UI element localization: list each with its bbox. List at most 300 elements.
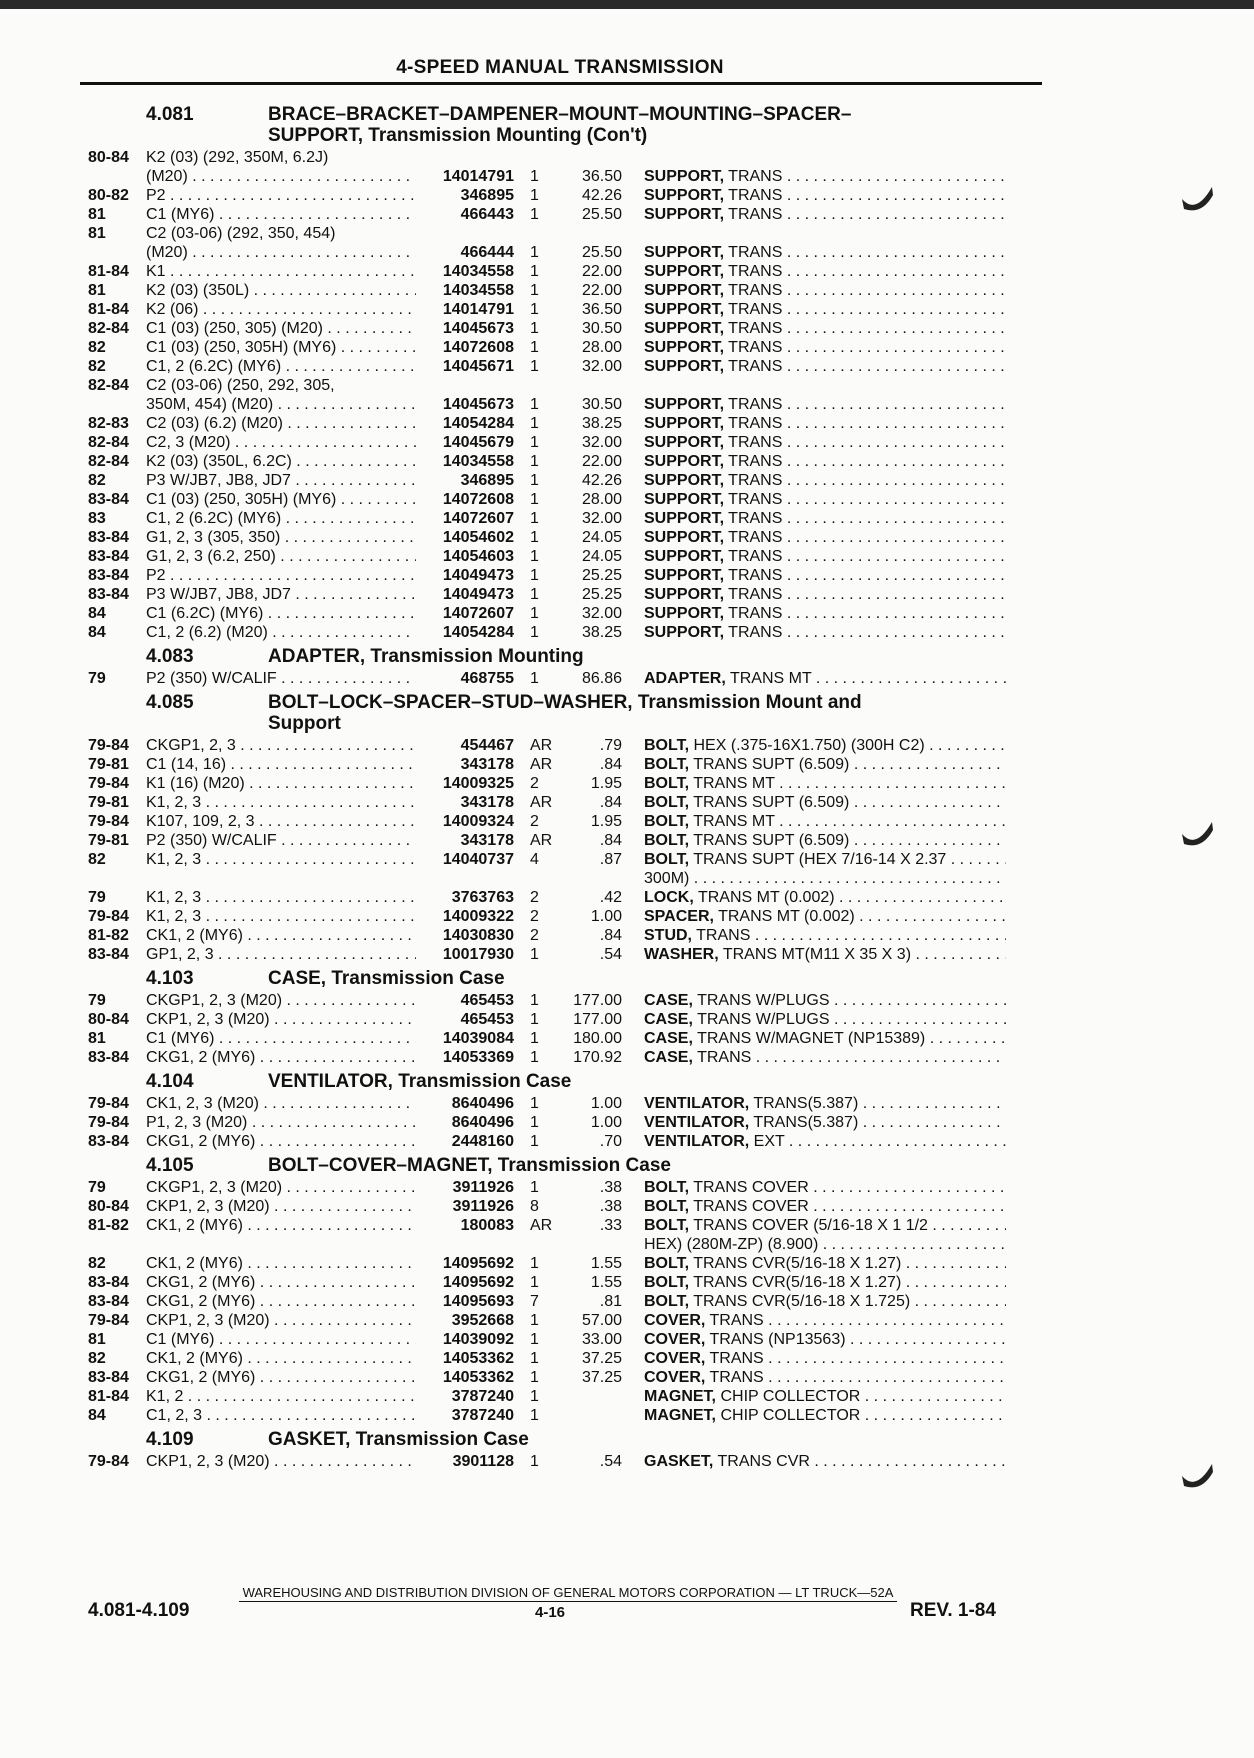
- part-name: [622, 1254, 1006, 1273]
- part-number: 14034558: [442, 453, 514, 470]
- model-year: [88, 1235, 146, 1254]
- part-name: [622, 755, 1006, 774]
- footer-range: 4.081-4.109: [88, 1600, 190, 1621]
- model-year: 81-84: [88, 1388, 129, 1405]
- part-name: [622, 528, 1006, 547]
- price: 170.92: [573, 1049, 622, 1066]
- model-year: 83-84: [88, 1274, 129, 1291]
- part-name: [622, 1330, 1006, 1349]
- part-name-rest: TRANS(5.387): [753, 1095, 859, 1112]
- part-number: 466444: [460, 244, 514, 261]
- part-number: 14045673: [442, 320, 514, 337]
- table-row: [88, 167, 1048, 186]
- part-number: 14053369: [442, 1049, 514, 1066]
- price: 25.50: [581, 244, 622, 261]
- part-number: 343178: [460, 794, 514, 811]
- section-number: 4.104: [146, 1071, 194, 1092]
- part-name: [622, 1292, 1006, 1311]
- model-year: 83-84: [88, 491, 129, 508]
- part-name-rest: TRANS CVR(5/16-18 X 1.725): [693, 1293, 911, 1310]
- part-name-rest: TRANS: [728, 396, 783, 413]
- part-number: 14053362: [442, 1369, 514, 1386]
- model-description: CKG1, 2 (MY6) . . .: [146, 1132, 416, 1151]
- part-name-bold: SUPPORT,: [644, 244, 725, 261]
- price: .87: [599, 851, 622, 868]
- price: 177.00: [573, 992, 622, 1009]
- quantity: 1: [530, 301, 539, 318]
- model-year: 82: [88, 851, 106, 868]
- part-number: 346895: [460, 187, 514, 204]
- part-name-bold: SUPPORT,: [644, 206, 725, 223]
- part-name-bold: BOLT,: [644, 1274, 690, 1291]
- table-row: [88, 1132, 1048, 1151]
- quantity: AR: [530, 1217, 553, 1234]
- model-year: 79-84: [88, 1114, 129, 1131]
- part-name-bold: SUPPORT,: [644, 567, 725, 584]
- price: 33.00: [581, 1331, 622, 1348]
- section-heading: [88, 1155, 1048, 1176]
- price: 1.55: [590, 1274, 622, 1291]
- table-row: [88, 262, 1048, 281]
- model-description: K2 (03) (350L, 6.2C) . . .: [146, 452, 416, 471]
- part-name-bold: BOLT,: [644, 1255, 690, 1272]
- part-name-rest: TRANS: [728, 282, 783, 299]
- price: 30.50: [581, 396, 622, 413]
- section-heading: [88, 968, 1048, 989]
- price: 24.05: [581, 529, 622, 546]
- price: [562, 1406, 622, 1425]
- part-name-rest: TRANS: [709, 1312, 764, 1329]
- part-number: 14034558: [442, 282, 514, 299]
- part-number: 3787240: [451, 1388, 514, 1405]
- part-name-bold: SUPPORT,: [644, 605, 725, 622]
- quantity: AR: [530, 832, 553, 849]
- part-name-rest: TRANS: [728, 529, 783, 546]
- section-heading: [88, 1071, 1048, 1092]
- part-name-rest: TRANS MT (0.002): [697, 889, 835, 906]
- part-number: 465453: [460, 1011, 514, 1028]
- part-name: [622, 869, 1006, 888]
- quantity: [514, 148, 562, 167]
- part-name-bold: BOLT,: [644, 1198, 690, 1215]
- part-number: 14095693: [442, 1293, 514, 1310]
- page-title: 4-SPEED MANUAL TRANSMISSION: [396, 57, 724, 78]
- price: [562, 224, 622, 243]
- part-number: 2448160: [451, 1133, 514, 1150]
- model-year: 79-81: [88, 756, 129, 773]
- section-title-line: [88, 692, 1048, 713]
- part-name-rest: TRANS: [728, 339, 783, 356]
- part-name-bold: MAGNET,: [644, 1388, 716, 1405]
- model-description: (M20) . . .: [146, 243, 416, 262]
- section-title: GASKET, Transmission Case: [268, 1429, 529, 1450]
- part-name-rest: HEX (.375-16X1.750) (300H C2): [693, 737, 925, 754]
- part-name: [622, 509, 1006, 528]
- model-year: [88, 167, 146, 186]
- part-name: [622, 471, 1006, 490]
- table-row: [88, 1292, 1048, 1311]
- model-year: 81: [88, 206, 106, 223]
- price: 32.00: [581, 358, 622, 375]
- quantity: 1: [530, 1453, 539, 1470]
- price: [562, 1387, 622, 1406]
- part-number: [416, 148, 514, 167]
- table-row: [88, 281, 1048, 300]
- model-year: 82: [88, 472, 106, 489]
- section-title: BOLT–LOCK–SPACER–STUD–WASHER, Transmission Mount and: [268, 692, 862, 713]
- model-description: C1 (6.2C) (MY6) . . .: [146, 604, 416, 623]
- quantity: 1: [530, 168, 539, 185]
- section-title: CASE, Transmission Case: [268, 968, 505, 989]
- model-year: 83-84: [88, 1369, 129, 1386]
- table-row: [88, 357, 1048, 376]
- title-rule: [80, 82, 1042, 85]
- model-description: CKGP1, 2, 3 . . .: [146, 736, 416, 755]
- price: .84: [599, 832, 622, 849]
- part-name-bold: BOLT,: [644, 813, 690, 830]
- model-year: [88, 243, 146, 262]
- part-name-rest: CHIP COLLECTOR: [720, 1407, 861, 1424]
- model-description: CK1, 2 (MY6) . . .: [146, 1349, 416, 1368]
- model-description: C2 (03) (6.2) (M20) . . .: [146, 414, 416, 433]
- table-row: [88, 812, 1048, 831]
- part-number: [416, 869, 514, 888]
- part-name-bold: VENTILATOR,: [644, 1095, 750, 1112]
- part-name: [622, 1113, 1006, 1132]
- part-name-bold: SUPPORT,: [644, 472, 725, 489]
- quantity: 1: [530, 434, 539, 451]
- table-row: [88, 566, 1048, 585]
- quantity: 1: [530, 624, 539, 641]
- price: 42.26: [581, 187, 622, 204]
- table-row: [88, 991, 1048, 1010]
- part-name-bold: BOLT,: [644, 756, 690, 773]
- model-description: P3 W/JB7, JB8, JD7 . . .: [146, 471, 416, 490]
- table-row: [88, 414, 1048, 433]
- model-description: K2 (06) . . .: [146, 300, 416, 319]
- parts-listing: [88, 100, 1048, 1471]
- part-name-bold: SUPPORT,: [644, 320, 725, 337]
- part-name-rest: TRANS: [728, 567, 783, 584]
- quantity: 1: [530, 491, 539, 508]
- footer-division: WAREHOUSING AND DISTRIBUTION DIVISION OF GENERAL MOTORS CORPORATION — LT TRUCK—52A: [88, 1585, 1048, 1600]
- price: .79: [599, 737, 622, 754]
- part-name: [622, 433, 1006, 452]
- quantity: 1: [530, 1274, 539, 1291]
- quantity: 2: [530, 813, 539, 830]
- part-number: 14054602: [442, 529, 514, 546]
- price: [562, 376, 622, 395]
- part-number: 14045679: [442, 434, 514, 451]
- part-name-bold: BOLT,: [644, 1217, 690, 1234]
- part-number: [416, 224, 514, 243]
- part-name: [622, 1029, 1006, 1048]
- model-description: CKP1, 2, 3 (M20) . . .: [146, 1311, 416, 1330]
- quantity: 1: [530, 946, 539, 963]
- price: .81: [599, 1293, 622, 1310]
- part-name-bold: BOLT,: [644, 1179, 690, 1196]
- part-name-bold: SUPPORT,: [644, 624, 725, 641]
- price: 28.00: [581, 339, 622, 356]
- part-name: [622, 850, 1006, 869]
- price: .54: [599, 1453, 622, 1470]
- table-row: [88, 669, 1048, 688]
- quantity: 1: [530, 605, 539, 622]
- part-name: [622, 1094, 1006, 1113]
- price: .70: [599, 1133, 622, 1150]
- table-row: [88, 831, 1048, 850]
- quantity: 1: [530, 1255, 539, 1272]
- quantity: 1: [530, 1114, 539, 1131]
- part-name: [622, 1311, 1006, 1330]
- part-name-bold: VENTILATOR,: [644, 1114, 750, 1131]
- part-name-rest: TRANS CVR(5/16-18 X 1.27): [693, 1255, 902, 1272]
- model-description: K1, 2, 3 . . .: [146, 907, 416, 926]
- model-year: 83-84: [88, 946, 129, 963]
- price: 1.00: [590, 1095, 622, 1112]
- quantity: 1: [530, 586, 539, 603]
- part-number: 14034558: [442, 263, 514, 280]
- section-title: BRACE–BRACKET–DAMPENER–MOUNT–MOUNTING–SPACER–: [268, 104, 852, 125]
- model-description: 350M, 454) (M20) . . .: [146, 395, 416, 414]
- part-name-bold: BOLT,: [644, 832, 690, 849]
- model-year: 80-82: [88, 187, 129, 204]
- price: 30.50: [581, 320, 622, 337]
- part-name-rest: TRANS W/MAGNET (NP15389): [697, 1030, 926, 1047]
- model-description: CKP1, 2, 3 (M20) . . .: [146, 1197, 416, 1216]
- quantity: 1: [530, 1331, 539, 1348]
- table-row: [88, 1349, 1048, 1368]
- part-number: 14095692: [442, 1274, 514, 1291]
- model-year: 82-84: [88, 377, 129, 394]
- quantity: 1: [530, 1350, 539, 1367]
- part-name: [622, 907, 1006, 926]
- part-name: [622, 812, 1006, 831]
- model-year: 83-84: [88, 529, 129, 546]
- quantity: 1: [530, 339, 539, 356]
- price: 25.25: [581, 567, 622, 584]
- model-description: C1 (03) (250, 305H) (MY6) . . .: [146, 490, 416, 509]
- price: .84: [599, 794, 622, 811]
- part-name: [622, 623, 1006, 642]
- table-row: [88, 1197, 1048, 1216]
- model-description: CKGP1, 2, 3 (M20) . . .: [146, 991, 416, 1010]
- model-year: 83-84: [88, 1133, 129, 1150]
- table-row: [88, 509, 1048, 528]
- model-year: 81-84: [88, 263, 129, 280]
- price: 180.00: [573, 1030, 622, 1047]
- quantity: 1: [530, 1049, 539, 1066]
- section-title: BOLT–COVER–MAGNET, Transmission Case: [268, 1155, 671, 1176]
- section-number: 4.105: [146, 1155, 194, 1176]
- model-year: 79-84: [88, 737, 129, 754]
- model-description: K2 (03) (292, 350M, 6.2J): [146, 149, 329, 166]
- part-name-rest: TRANS SUPT (HEX 7/16-14 X 2.37: [693, 851, 947, 868]
- model-description: C1 (MY6) . . .: [146, 205, 416, 224]
- model-year: 82-84: [88, 453, 129, 470]
- price: 25.25: [581, 586, 622, 603]
- table-row: [88, 774, 1048, 793]
- part-name-bold: SUPPORT,: [644, 491, 725, 508]
- table-row: [88, 1235, 1048, 1254]
- part-name-bold: SUPPORT,: [644, 358, 725, 375]
- price: 32.00: [581, 510, 622, 527]
- section-heading: [88, 104, 1048, 146]
- table-row: [88, 319, 1048, 338]
- model-description: G1, 2, 3 (6.2, 250) . . .: [146, 547, 416, 566]
- table-row: [88, 433, 1048, 452]
- part-name-rest: TRANS: [728, 510, 783, 527]
- part-name-bold: SUPPORT,: [644, 301, 725, 318]
- price: 1.00: [590, 1114, 622, 1131]
- quantity: 8: [530, 1198, 539, 1215]
- section-title-line: [88, 646, 1048, 667]
- table-row: [88, 604, 1048, 623]
- part-name: [622, 926, 1006, 945]
- quantity: 1: [530, 670, 539, 687]
- model-year: 82-83: [88, 415, 129, 432]
- part-name-bold: ADAPTER,: [644, 670, 726, 687]
- quantity: 1: [530, 453, 539, 470]
- part-number: 14030830: [442, 927, 514, 944]
- price: [562, 148, 622, 167]
- section-title-line: [88, 1155, 1048, 1176]
- model-description: C1, 2 (6.2C) (MY6) . . .: [146, 509, 416, 528]
- part-name-bold: MAGNET,: [644, 1407, 716, 1424]
- part-name-rest: TRANS MT: [729, 670, 812, 687]
- part-name-bold: SUPPORT,: [644, 415, 725, 432]
- part-name-bold: SUPPORT,: [644, 453, 725, 470]
- quantity: [514, 376, 562, 395]
- quantity: AR: [530, 756, 553, 773]
- part-name-bold: COVER,: [644, 1331, 706, 1348]
- part-number: 8640496: [451, 1095, 514, 1112]
- model-year: 79-81: [88, 794, 129, 811]
- table-row: [88, 148, 1048, 167]
- model-description: [146, 1235, 416, 1254]
- model-description: C2 (03-06) (250, 292, 305,: [146, 377, 335, 394]
- table-row: [88, 471, 1048, 490]
- quantity: 1: [530, 567, 539, 584]
- quantity: 1: [530, 396, 539, 413]
- price: [562, 869, 622, 888]
- part-name: [622, 1349, 1006, 1368]
- part-name: [622, 1235, 1006, 1254]
- part-name-rest: TRANS: [728, 624, 783, 641]
- model-year: 83: [88, 510, 106, 527]
- model-year: 79-84: [88, 775, 129, 792]
- part-name-rest: TRANS(5.387): [753, 1114, 859, 1131]
- price: .84: [599, 756, 622, 773]
- model-description: K1 . . .: [146, 262, 416, 281]
- quantity: 1: [530, 1011, 539, 1028]
- part-name-bold: SUPPORT,: [644, 586, 725, 603]
- model-description: GP1, 2, 3 . . .: [146, 945, 416, 964]
- table-row: [88, 1216, 1048, 1235]
- table-row: [88, 300, 1048, 319]
- price: .84: [599, 927, 622, 944]
- model-description: P2 . . .: [146, 186, 416, 205]
- price: 32.00: [581, 605, 622, 622]
- part-name-rest: TRANS W/PLUGS: [697, 1011, 830, 1028]
- part-name: [622, 669, 1006, 688]
- part-name: [622, 262, 1006, 281]
- quantity: 1: [530, 1407, 539, 1424]
- price: .54: [599, 946, 622, 963]
- price: .38: [599, 1198, 622, 1215]
- quantity: 1: [530, 187, 539, 204]
- quantity: 1: [530, 1179, 539, 1196]
- part-number: 10017930: [442, 946, 514, 963]
- model-description: P1, 2, 3 (M20) . . .: [146, 1113, 416, 1132]
- part-number: 14039084: [442, 1030, 514, 1047]
- part-name: [622, 566, 1006, 585]
- quantity: 1: [530, 992, 539, 1009]
- part-name-bold: LOCK,: [644, 889, 694, 906]
- part-name-bold: SUPPORT,: [644, 434, 725, 451]
- part-name-rest: TRANS: [728, 263, 783, 280]
- table-row: [88, 623, 1048, 642]
- model-description: CK1, 2 (MY6) . . .: [146, 926, 416, 945]
- model-year: 84: [88, 605, 106, 622]
- table-row: [88, 793, 1048, 812]
- part-name-rest: EXT: [753, 1133, 785, 1150]
- table-row: [88, 736, 1048, 755]
- part-name-bold: VENTILATOR,: [644, 1133, 750, 1150]
- part-name-rest: TRANS: [709, 1369, 764, 1386]
- quantity: 1: [530, 1133, 539, 1150]
- model-year: 84: [88, 1407, 106, 1424]
- price: 1.95: [590, 813, 622, 830]
- table-row: [88, 1178, 1048, 1197]
- model-description: C2 (03-06) (292, 350, 454): [146, 225, 336, 242]
- part-name-rest: TRANS SUPT (6.509): [693, 832, 850, 849]
- model-year: 79: [88, 992, 106, 1009]
- part-name: [622, 1197, 1006, 1216]
- price: .38: [599, 1179, 622, 1196]
- part-number: 3911926: [452, 1198, 514, 1215]
- part-name: [622, 452, 1006, 471]
- part-number: 3763763: [451, 889, 514, 906]
- quantity: 1: [530, 1030, 539, 1047]
- table-row: [88, 850, 1048, 869]
- part-name: [622, 604, 1006, 623]
- quantity: 1: [530, 358, 539, 375]
- binder-hole-icon: [1180, 185, 1214, 215]
- binder-hole-icon: [1180, 1462, 1214, 1492]
- part-name: [622, 148, 1006, 167]
- part-name: [622, 945, 1006, 964]
- model-description: K2 (03) (350L) . . .: [146, 281, 416, 300]
- part-name-rest: TRANS: [728, 586, 783, 603]
- model-description: P2 . . .: [146, 566, 416, 585]
- part-number: 14072607: [442, 605, 514, 622]
- price: 177.00: [573, 1011, 622, 1028]
- part-name-bold: GASKET,: [644, 1453, 714, 1470]
- quantity: AR: [530, 794, 553, 811]
- model-year: 79: [88, 670, 106, 687]
- model-year: 81: [88, 1030, 106, 1047]
- model-description: P2 (350) W/CALIF . . .: [146, 669, 416, 688]
- price: .42: [599, 889, 622, 906]
- part-name: [622, 300, 1006, 319]
- model-year: [88, 869, 146, 888]
- section-number: 4.109: [146, 1429, 194, 1450]
- part-name-bold: BOLT,: [644, 775, 690, 792]
- table-row: [88, 186, 1048, 205]
- model-year: 81: [88, 282, 106, 299]
- part-name-rest: 300M): [644, 870, 690, 887]
